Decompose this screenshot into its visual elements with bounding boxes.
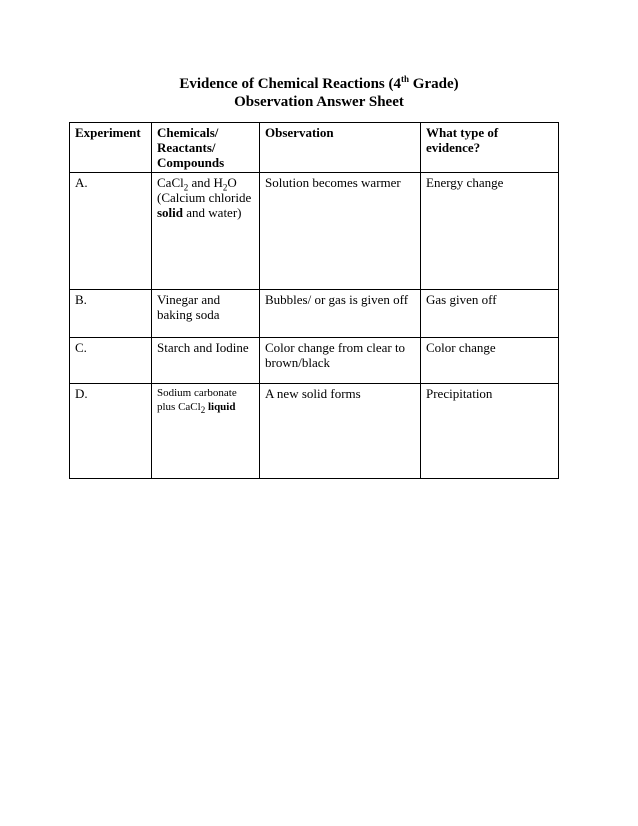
cell-experiment: A. [70, 173, 152, 290]
cell-evidence: Energy change [421, 173, 559, 290]
chem-text: plus CaCl [157, 401, 201, 413]
title-line-2: Observation Answer Sheet [234, 94, 404, 110]
cell-chemicals [152, 173, 260, 290]
cell-evidence: Precipitation [421, 384, 559, 479]
header-observation: Observation [260, 123, 421, 173]
chem-bold-text: solid [157, 205, 184, 220]
chem-text: CaCl [157, 175, 184, 190]
header-evidence: What type of evidence? [421, 123, 559, 173]
chem-text: and water) [183, 205, 242, 220]
chem-text: O [227, 175, 237, 190]
cell-experiment: B. [70, 290, 152, 338]
cell-chemicals: Starch and Iodine [152, 338, 260, 384]
table-row [70, 290, 559, 338]
page-title [0, 75, 638, 111]
observation-table [69, 122, 559, 479]
subscript: 2 [200, 405, 206, 416]
table-row [70, 384, 559, 479]
cell-evidence: Color change [421, 338, 559, 384]
title-superscript: th [401, 74, 410, 84]
title-line-1 [0, 75, 638, 93]
cell-observation: A new solid forms [260, 384, 421, 479]
header-experiment: Experiment [70, 123, 152, 173]
header-chemicals: Chemicals/ Reactants/ Compounds [152, 123, 260, 173]
cell-observation: Solution becomes warmer [260, 173, 421, 290]
cell-experiment: C. [70, 338, 152, 384]
subscript: 2 [222, 182, 228, 193]
title-line-1-end: Grade) [409, 76, 459, 92]
chem-text: Sodium carbonate [157, 387, 237, 399]
subscript: 2 [183, 182, 189, 193]
chem-bold-text: liquid [205, 401, 236, 413]
table-row [70, 338, 559, 384]
chem-text: and H [188, 175, 223, 190]
cell-chemicals [152, 384, 260, 479]
cell-observation: Color change from clear to brown/black [260, 338, 421, 384]
title-line-1-text: Evidence of Chemical Reactions (4 [179, 76, 402, 92]
table-header-row [70, 123, 559, 173]
cell-observation: Bubbles/ or gas is given off [260, 290, 421, 338]
table-row [70, 173, 559, 290]
chem-text: (Calcium chloride [157, 190, 252, 205]
cell-chemicals: Vinegar and baking soda [152, 290, 260, 338]
cell-evidence: Gas given off [421, 290, 559, 338]
cell-experiment: D. [70, 384, 152, 479]
